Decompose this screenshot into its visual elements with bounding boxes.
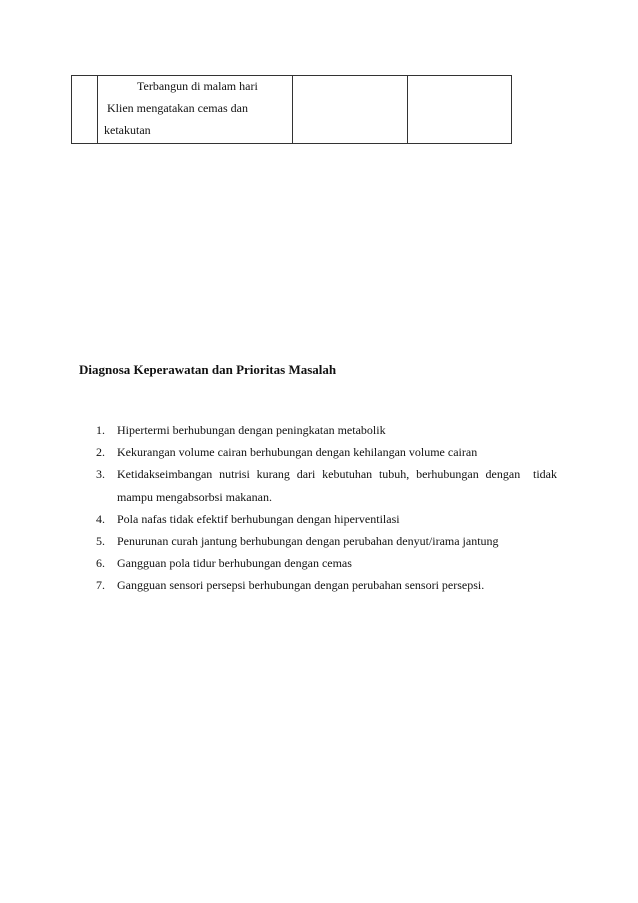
table-cell-line: ketakutan: [104, 123, 151, 137]
table-cell-line: Terbangun di malam hari: [137, 79, 258, 93]
table-column-divider: [407, 75, 408, 144]
table-column-divider: [97, 75, 98, 144]
list-item-number: 5.: [96, 534, 105, 548]
list-item-text: Hipertermi berhubungan dengan peningkatan metabolik: [117, 423, 386, 437]
table-right-border: [511, 75, 512, 144]
assessment-table: [71, 75, 512, 144]
list-item-number: 2.: [96, 445, 105, 459]
word: tidak: [533, 467, 557, 481]
list-item-number: 7.: [96, 578, 105, 592]
word: dari: [296, 467, 316, 481]
list-item-text: [117, 468, 557, 480]
table-column-divider: [292, 75, 293, 144]
word: berhubungan: [416, 467, 479, 481]
table-left-border: [71, 75, 72, 144]
list-item-text: mampu mengabsorbsi makanan.: [117, 490, 272, 504]
section-heading: Diagnosa Keperawatan dan Prioritas Masalah: [79, 362, 337, 377]
word: tubuh,: [378, 467, 410, 481]
word: kebutuhan: [322, 467, 373, 481]
list-item-text: Kekurangan volume cairan berhubungan dengan kehilangan volume cairan: [117, 445, 478, 459]
list-item-text: Pola nafas tidak efektif berhubungan dengan hiperventilasi: [117, 512, 400, 526]
list-item-number: 4.: [96, 512, 105, 526]
word: Ketidakseimbangan: [117, 467, 213, 481]
word: dengan: [485, 467, 521, 481]
list-item-text: Penurunan curah jantung berhubungan dengan perubahan denyut/irama jantung: [117, 534, 499, 548]
word: nutrisi: [219, 467, 250, 481]
list-item-text: Gangguan pola tidur berhubungan dengan cemas: [117, 556, 352, 570]
word: kurang: [256, 467, 290, 481]
list-item-number: 1.: [96, 423, 105, 437]
table-cell-line: Klien mengatakan cemas dan: [107, 101, 248, 115]
list-item-number: 3.: [96, 467, 105, 481]
list-item-number: 6.: [96, 556, 105, 570]
list-item-text: Gangguan sensori persepsi berhubungan dengan perubahan sensori persepsi.: [117, 578, 485, 592]
